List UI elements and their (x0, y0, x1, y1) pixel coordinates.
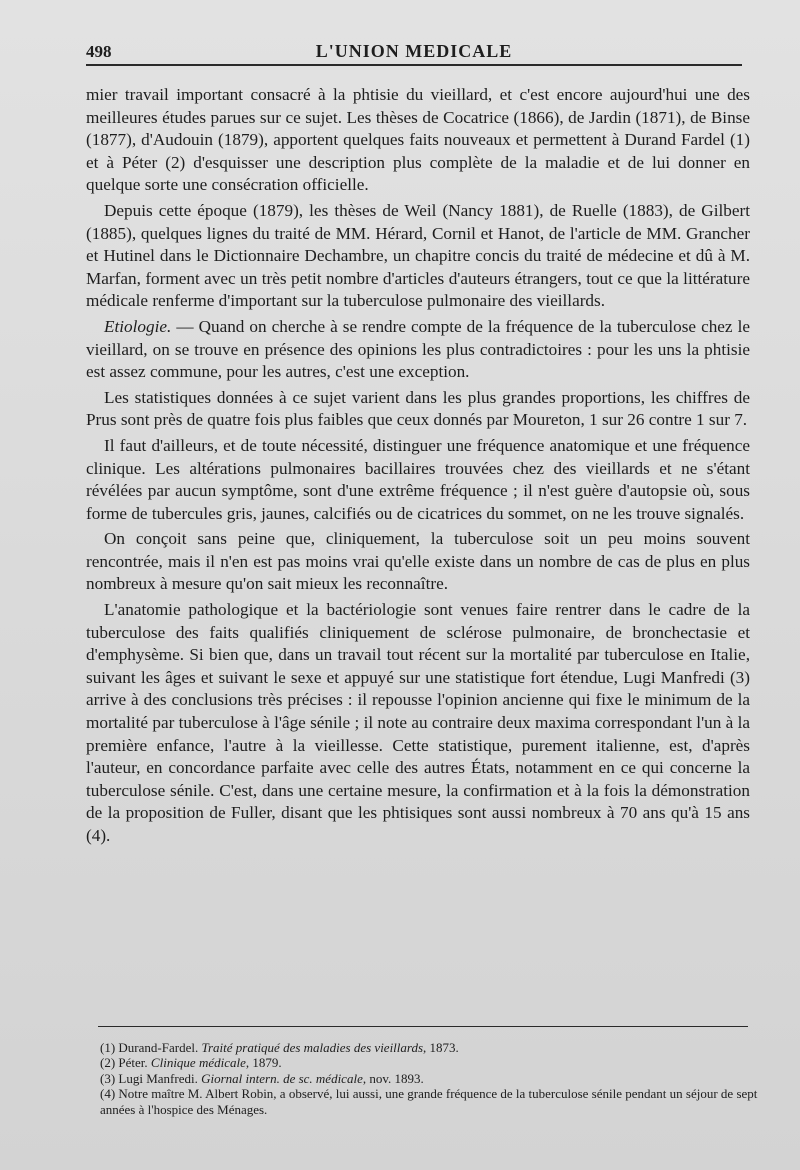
footnote-citation: , 1873. (423, 1040, 459, 1055)
footnote-work-title: Clinique médicale (150, 1055, 246, 1071)
footnote-citation: , nov. 1893. (362, 1070, 424, 1086)
footnote-1 (100, 1040, 760, 1055)
footnote-work-title: Giornal intern. de sc. médicale (201, 1070, 363, 1086)
footnote-number: (1) (100, 1040, 116, 1055)
etiology-text: — Quand on cherche à se rendre compte de la fréquence de la tuberculose chez le vieillard, on se trouve en présence des opinions les plus contradictoires : pour les uns la phtisie est assez commune, pour les autres, c'est une exception. (86, 316, 750, 382)
footnote-author: Péter. (115, 1055, 151, 1071)
footnote-number: (3) (100, 1070, 116, 1086)
paragraph-anatomy: L'anatomie pathologique et la bactériologie sont venues faire rentrer dans le cadre de la tuberculose des faits qualifiés cliniquement de sclérose pulmonaire, de bronchectasie et d'emphysème. Si bien que, dans un travail tout récent sur la mortalité par tuberculose en Italie, suivant les âges et suivant le sexe et appuyé sur une statistique fort étendue, Lugi Manfredi (3) arrive à des conclusions très précises : il repousse l'opinion ancienne qui fixe le minimum de la mortalité par tuberculose à l'âge sénile ; il note au contraire deux maxima correspondant l'un à la première enfance, l'autre à la vieillesse. Cette statistique, purement italienne, est, d'après l'auteur, en concordance parfaite avec celle des autres États, notamment en ce qui concerne la tuberculose sénile. C'est, dans une certaine mesure, la confirmation et à la fois la démonstration de la proposition de Fuller, disant que les phtisiques sont aussi nombreux à 70 ans qu'à 15 ans (4). (86, 600, 750, 845)
page-number: 498 (86, 42, 112, 61)
paragraph-recent-theses: Depuis cette époque (1879), les thèses de Weil (Nancy 1881), de Ruelle (1883), de Gilbert (1885), quelques lignes du traité de MM. Hérard, Cornil et Hanot, de l'article de MM. Grancher et Hutinel dans le Dictionnaire Dechambre, un chapitre concis du traité de médecine et dû à M. Marfan, forment avec un très petit nombre d'articles d'auteurs étrangers, tout ce que la littérature médicale renferme d'important sur la tuberculose pulmonaire des vieillards. (86, 200, 750, 311)
footnote-author: Lugi Manfredi. (115, 1070, 202, 1086)
running-title: L'UNION MEDICALE (315, 41, 513, 61)
footnote-divider (98, 1026, 748, 1027)
paragraph-intro-continuation: mier travail important consacré à la phtisie du vieillard, et c'est encore aujourd'hui une des meilleures études parues sur ce sujet. Les thèses de Cocatrice (1866), de Jardin (1871), de Binse (1877), d'Audouin (1879), apportent quelques faits nouveaux et permettent à Durand Fardel (1) et à Péter (2) d'esquisser une description plus complète de la maladie et de lui donner en quelque sorte une consécration officielle. (86, 85, 750, 195)
footnote-work-title: Traité pratiqué des maladies des vieillards (201, 1040, 424, 1055)
paragraph-etiology (86, 316, 750, 384)
footnote-number: (2) (100, 1055, 116, 1071)
page-header (86, 38, 742, 66)
footnote-3 (100, 1071, 760, 1086)
article-body (86, 84, 750, 848)
footnote-2 (100, 1055, 760, 1070)
footnote-4 (100, 1086, 760, 1117)
footnotes (100, 1040, 760, 1117)
footnote-number: (4) (100, 1086, 116, 1102)
section-title-etiologie: Etiologie. (104, 316, 172, 336)
paragraph-frequency: Il faut d'ailleurs, et de toute nécessité, distinguer une fréquence anatomique et une fréquence clinique. Les altérations pulmonaires bacillaires trouvées chez des vieillards et ne s'étant révélées par aucun symptôme, sont d'une extrême fréquence ; il n'est guère d'autopsie où, sous forme de tubercules gris, jaunes, calcifiés ou de cicatrices du sommet, on ne les trouve signalés. (86, 435, 750, 523)
footnote-text: Notre maître M. Albert Robin, a observé, lui aussi, une grande fréquence de la tuberculose sénile pendant un séjour de sept années à l'hospice des Ménages. (100, 1086, 758, 1117)
footnote-author: Durand-Fardel. (115, 1040, 202, 1055)
footnote-citation: , 1879. (245, 1055, 282, 1071)
paragraph-statistics: Les statistiques données à ce sujet varient dans les plus grandes proportions, les chiffres de Prus sont près de quatre fois plus faibles que ceux donnés par Moureton, 1 sur 26 contre 1 sur 7. (86, 387, 750, 430)
paragraph-clinical: On conçoit sans peine que, cliniquement, la tuberculose soit un peu moins souvent rencontrée, mais il n'en est pas moins vrai qu'elle existe dans un nombre de cas de plus en plus nombreux à mesure qu'on sait mieux les reconnaître. (86, 529, 750, 594)
